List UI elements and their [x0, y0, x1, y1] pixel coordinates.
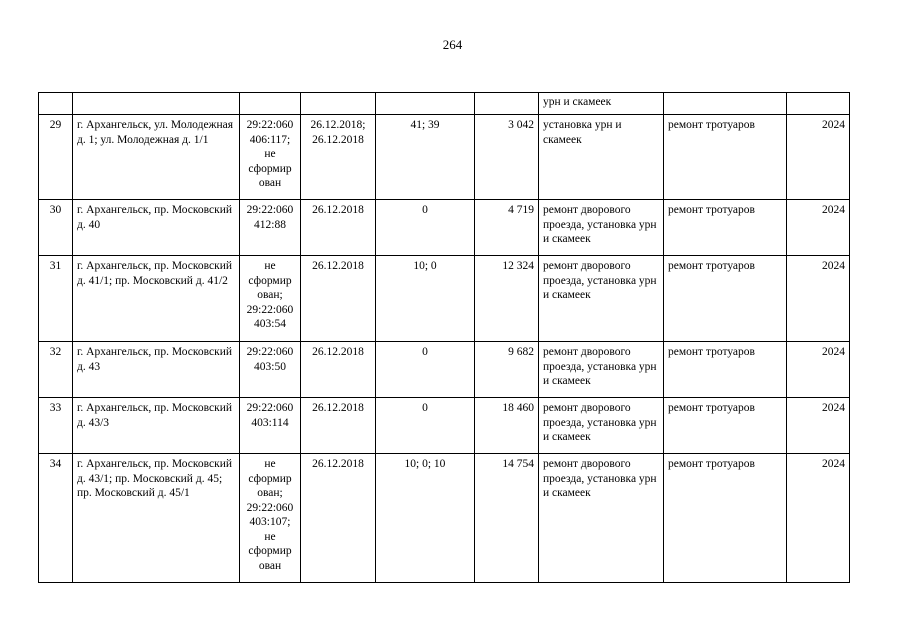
cell-codes: 41; 39 — [376, 115, 475, 200]
cell-codes: 0 — [376, 342, 475, 398]
cell-works: ремонт дворового проезда, установка урн и скамеек — [539, 256, 664, 342]
cell-date: 26.12.2018 — [301, 256, 376, 342]
cell-codes: 0 — [376, 200, 475, 256]
cell-type: ремонт тротуаров — [664, 200, 787, 256]
cell-date: 26.12.2018 — [301, 342, 376, 398]
cell-num: 32 — [39, 342, 73, 398]
cell-address: г. Архангельск, пр. Московский д. 43/1; пр. Московский д. 45; пр. Московский д. 45/1 — [73, 454, 240, 583]
cell-area: 4 719 — [475, 200, 539, 256]
cell-address — [73, 93, 240, 115]
cell-date: 26.12.2018 — [301, 398, 376, 454]
cell-type: ремонт тротуаров — [664, 342, 787, 398]
cell-year: 2024 — [787, 115, 850, 200]
cell-num: 29 — [39, 115, 73, 200]
cell-num: 34 — [39, 454, 73, 583]
cell-type — [664, 93, 787, 115]
table-row — [39, 200, 850, 256]
table-row — [39, 342, 850, 398]
cell-area — [475, 93, 539, 115]
cell-type: ремонт тротуаров — [664, 454, 787, 583]
cell-date: 26.12.2018; 26.12.2018 — [301, 115, 376, 200]
cell-works: ремонт дворового проезда, установка урн и скамеек — [539, 454, 664, 583]
cell-codes: 0 — [376, 398, 475, 454]
improvement-table — [38, 92, 850, 583]
cell-address: г. Архангельск, пр. Московский д. 43/3 — [73, 398, 240, 454]
cell-date — [301, 93, 376, 115]
cell-area: 14 754 — [475, 454, 539, 583]
cell-year: 2024 — [787, 342, 850, 398]
cell-works: урн и скамеек — [539, 93, 664, 115]
table-row — [39, 115, 850, 200]
cell-cadastral: 29:22:060 412:88 — [240, 200, 301, 256]
cell-area: 3 042 — [475, 115, 539, 200]
cell-num: 31 — [39, 256, 73, 342]
cell-codes: 10; 0; 10 — [376, 454, 475, 583]
cell-year: 2024 — [787, 398, 850, 454]
cell-codes: 10; 0 — [376, 256, 475, 342]
cell-codes — [376, 93, 475, 115]
table-row — [39, 256, 850, 342]
cell-address: г. Архангельск, пр. Московский д. 40 — [73, 200, 240, 256]
cell-address: г. Архангельск, пр. Московский д. 41/1; пр. Московский д. 41/2 — [73, 256, 240, 342]
cell-address: г. Архангельск, пр. Московский д. 43 — [73, 342, 240, 398]
cell-num — [39, 93, 73, 115]
cell-date: 26.12.2018 — [301, 454, 376, 583]
table-row-continuation — [39, 93, 850, 115]
cell-num: 30 — [39, 200, 73, 256]
cell-address: г. Архангельск, ул. Молодежная д. 1; ул. Молодежная д. 1/1 — [73, 115, 240, 200]
cell-date: 26.12.2018 — [301, 200, 376, 256]
page-number: 264 — [442, 37, 463, 52]
cell-works: ремонт дворового проезда, установка урн и скамеек — [539, 200, 664, 256]
cell-year — [787, 93, 850, 115]
cell-cadastral: 29:22:060 406:117; не сформир ован — [240, 115, 301, 200]
cell-works: ремонт дворового проезда, установка урн и скамеек — [539, 398, 664, 454]
cell-area: 18 460 — [475, 398, 539, 454]
cell-num: 33 — [39, 398, 73, 454]
cell-type: ремонт тротуаров — [664, 115, 787, 200]
table-row — [39, 398, 850, 454]
cell-works: установка урн и скамеек — [539, 115, 664, 200]
cell-works: ремонт дворового проезда, установка урн и скамеек — [539, 342, 664, 398]
cell-year: 2024 — [787, 200, 850, 256]
cell-year: 2024 — [787, 454, 850, 583]
cell-type: ремонт тротуаров — [664, 398, 787, 454]
cell-cadastral: 29:22:060 403:114 — [240, 398, 301, 454]
cell-cadastral: не сформир ован; 29:22:060 403:107; не сформир ован — [240, 454, 301, 583]
table-row — [39, 454, 850, 583]
cell-cadastral: 29:22:060 403:50 — [240, 342, 301, 398]
cell-area: 12 324 — [475, 256, 539, 342]
cell-cadastral — [240, 93, 301, 115]
cell-year: 2024 — [787, 256, 850, 342]
cell-area: 9 682 — [475, 342, 539, 398]
cell-type: ремонт тротуаров — [664, 256, 787, 342]
cell-cadastral: не сформир ован; 29:22:060 403:54 — [240, 256, 301, 342]
